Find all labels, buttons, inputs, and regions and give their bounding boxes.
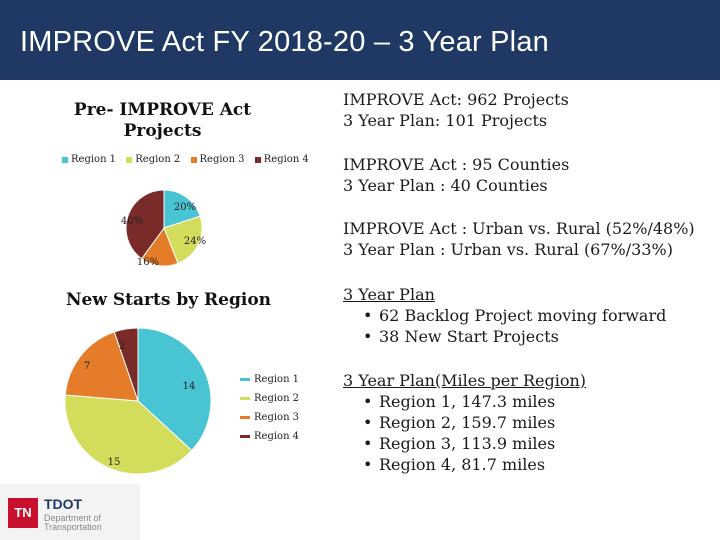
legend-label: Region 3 <box>254 412 300 423</box>
summary-line: 3 Year Plan: 101 Projects <box>343 111 548 130</box>
bullet-item <box>343 326 713 347</box>
chart2-pie <box>50 325 225 475</box>
chart1-legend <box>62 154 316 165</box>
chart2-legend-item <box>240 431 299 450</box>
bullet-glyph: • <box>363 306 373 325</box>
urban-rural-summary <box>343 218 713 260</box>
legend-label: Region 3 <box>199 154 245 165</box>
legend-swatch <box>240 435 250 438</box>
chart1-title: Pre- IMPROVE Act Projects <box>73 100 252 141</box>
chart2-legend <box>240 374 299 450</box>
chart1-legend-item <box>255 154 309 165</box>
bullet-text: 38 New Start Projects <box>379 327 559 346</box>
chart1-legend-item <box>62 154 116 165</box>
chart2-title: New Starts by Region <box>66 290 272 310</box>
legend-swatch <box>126 157 132 163</box>
tdot-subtitle-line: Department of <box>44 513 102 523</box>
legend-label: Region 1 <box>71 154 117 165</box>
bullet-item <box>343 433 713 454</box>
legend-label: Region 2 <box>254 393 300 404</box>
summary-line: IMPROVE Act: 962 Projects <box>343 90 569 109</box>
plan-miles-block <box>343 370 713 475</box>
bullet-glyph: • <box>363 455 373 474</box>
summary-line: 3 Year Plan : 40 Counties <box>343 176 548 195</box>
block-heading: 3 Year Plan <box>343 285 435 304</box>
summary-line: 3 Year Plan : Urban vs. Rural (67%/33%) <box>343 240 673 259</box>
bullet-glyph: • <box>363 434 373 453</box>
chart2-legend-item <box>240 374 299 393</box>
tdot-wordmark: TDOT <box>44 496 83 512</box>
bullet-glyph: • <box>363 392 373 411</box>
chart1-legend-item <box>126 154 180 165</box>
bullet-glyph: • <box>363 413 373 432</box>
chart1-pie <box>100 178 230 278</box>
block-heading: 3 Year Plan(Miles per Region) <box>343 371 587 390</box>
bullet-item <box>343 391 713 412</box>
title-bar <box>0 0 720 80</box>
bullet-glyph: • <box>363 327 373 346</box>
summary-line: IMPROVE Act : 95 Counties <box>343 155 570 174</box>
chart1-legend-item <box>191 154 245 165</box>
pie-data-label: 7 <box>83 361 91 372</box>
bullet-text: 62 Backlog Project moving forward <box>379 306 667 325</box>
legend-swatch <box>240 397 250 400</box>
pie-data-label: 15 <box>107 457 121 468</box>
tdot-subtitle <box>44 514 124 532</box>
legend-swatch <box>62 157 68 163</box>
counties-summary <box>343 154 713 196</box>
chart2-legend-item <box>240 412 299 431</box>
tn-logo-icon: TN <box>8 498 38 528</box>
legend-swatch <box>191 157 197 163</box>
legend-label: Region 4 <box>254 431 300 442</box>
legend-swatch <box>240 416 250 419</box>
bullet-text: Region 3, 113.9 miles <box>379 434 556 453</box>
chart2-legend-item <box>240 393 299 412</box>
page-title: IMPROVE Act FY 2018-20 – 3 Year Plan <box>20 26 549 58</box>
bullet-text: Region 4, 81.7 miles <box>379 455 546 474</box>
legend-swatch <box>255 157 261 163</box>
pie-data-label: 40% <box>120 216 144 227</box>
bullet-text: Region 2, 159.7 miles <box>379 413 556 432</box>
pie-data-label: 14 <box>182 381 196 392</box>
bullet-item <box>343 454 713 475</box>
pie-data-label: 16% <box>136 257 160 268</box>
legend-label: Region 4 <box>263 154 309 165</box>
summary-line: IMPROVE Act : Urban vs. Rural (52%/48%) <box>343 219 695 238</box>
projects-summary <box>343 89 713 131</box>
bullet-text: Region 1, 147.3 miles <box>379 392 556 411</box>
pie-data-label: 2 <box>118 341 126 352</box>
bullet-item <box>343 412 713 433</box>
legend-label: Region 2 <box>135 154 181 165</box>
legend-label: Region 1 <box>254 374 300 385</box>
legend-swatch <box>240 378 250 381</box>
pie-data-label: 20% <box>173 202 197 213</box>
pie-data-label: 24% <box>183 236 207 247</box>
tdot-subtitle-line: Transportation <box>44 522 102 532</box>
plan-projects-block <box>343 284 713 347</box>
bullet-item <box>343 305 713 326</box>
